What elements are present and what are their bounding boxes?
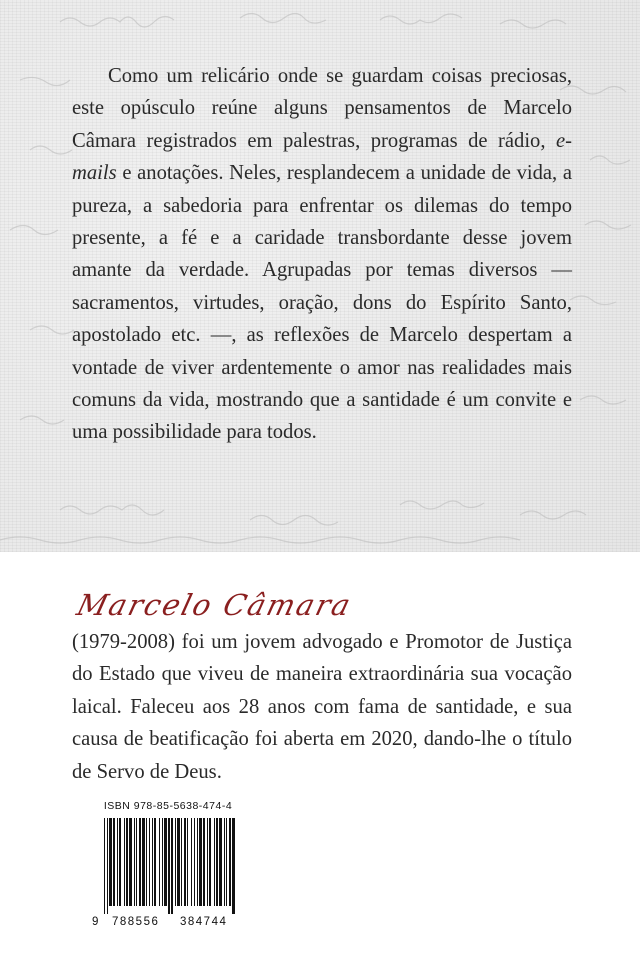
barcode-bar [232, 818, 235, 914]
barcode-bar [104, 818, 105, 914]
back-cover-blurb [72, 60, 572, 449]
barcode-bar [209, 818, 211, 906]
barcode-bar [117, 818, 118, 906]
barcode-bar [124, 818, 125, 906]
barcode-bar [177, 818, 180, 906]
barcode-bar [139, 818, 141, 906]
barcode-digits-left: 788556 [112, 916, 160, 928]
barcode-bar [207, 818, 208, 906]
barcode-bar [216, 818, 218, 906]
isbn-label: ISBN 978-85-5638-474-4 [103, 800, 233, 812]
author-bio: (1979-2008) foi um jovem advogado e Promotor de Justiça do Estado que viveu de maneira extraordinária sua vocação laical. Faleceu aos 28 anos com fama de santidade, e sua causa de beatificação foi aberta em 2020, dando-lhe o título de Servo de Deus. [72, 631, 572, 783]
barcode-bar [149, 818, 150, 906]
barcode-bar [181, 818, 182, 906]
blurb-text-2: e anotações. Neles, resplandecem a unidade de vida, a pureza, a sabedoria para enfrentar os dilemas do tempo presente, a fé e a caridade transbordante desse jovem amante da verdade. Agrupadas por temas diversos — sacramentos, virtudes, oração, dons do Espírito Santo, apostolado etc. —, as reflexões de Marcelo despertam a vontade de viver ardentemente o amor nas realidades mais comuns da vida, mostrando que a santidade é um convite e uma possibilidade para todos. [72, 162, 572, 444]
blurb-emails: e-mails [72, 129, 572, 185]
barcode-bar [126, 818, 128, 906]
barcode-bar [134, 818, 135, 906]
barcode-bar [203, 818, 205, 906]
barcode-bar [159, 818, 160, 906]
barcode-bar [107, 818, 108, 914]
barcode-bar [191, 818, 192, 906]
barcode-bar [199, 818, 202, 906]
barcode-bar [171, 818, 173, 914]
barcode-bar [224, 818, 225, 906]
barcode-bar [184, 818, 186, 906]
barcode-bar [164, 818, 167, 906]
barcode-bar [226, 818, 227, 906]
barcode-bar [214, 818, 215, 906]
barcode-bar [168, 818, 170, 914]
isbn-barcode [92, 800, 244, 932]
barcode-bar [146, 818, 147, 906]
barcode-bar [219, 818, 222, 906]
barcode-bar [187, 818, 188, 906]
barcode-bar [109, 818, 112, 906]
barcode-digit-first: 9 [92, 916, 100, 928]
barcode-bar [162, 818, 163, 906]
barcode-bar [154, 818, 156, 906]
author-signature: Marcelo Câmara [73, 588, 356, 622]
barcode-bar [152, 818, 153, 906]
barcode-bar [229, 818, 231, 906]
barcode-bars [92, 818, 244, 914]
barcode-bar [119, 818, 121, 906]
blurb-text-1: Como um relicário onde se guardam coisas preciosas, este opúsculo reúne alguns pensamentos de Marcelo Câmara registrados em palestras, programas de rádio, [72, 65, 572, 152]
barcode-digits-right: 384744 [180, 916, 228, 928]
barcode-bar [197, 818, 198, 906]
barcode-bar [113, 818, 115, 906]
barcode-bar [142, 818, 145, 906]
barcode-bar [129, 818, 132, 906]
barcode-bar [194, 818, 195, 906]
barcode-bar [136, 818, 137, 906]
barcode-bar [175, 818, 176, 906]
